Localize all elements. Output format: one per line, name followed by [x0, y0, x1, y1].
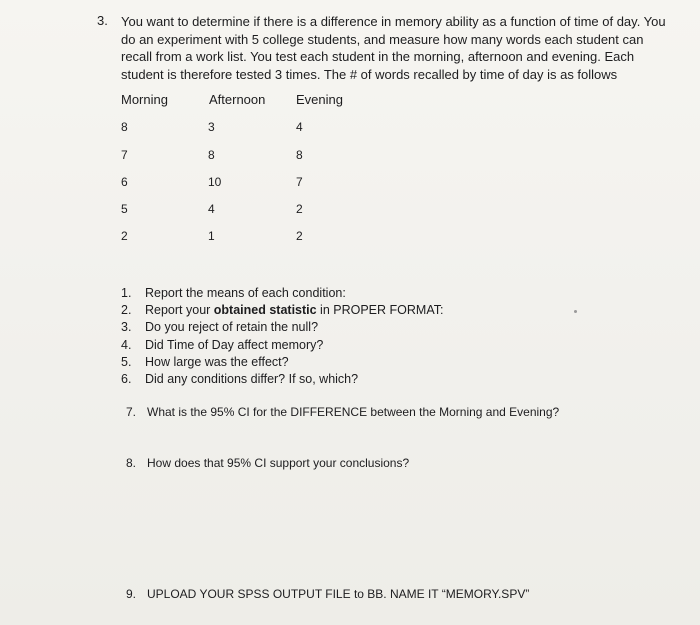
question-intro [121, 13, 666, 83]
item-number: 8. [126, 456, 137, 470]
table-cell: 7 [296, 175, 303, 189]
item-text: Do you reject of retain the null? [145, 320, 319, 335]
table-cell: 5 [121, 202, 128, 216]
table-cell: 7 [121, 148, 128, 162]
item-number: 6. [121, 372, 132, 387]
table-cell: 3 [208, 120, 215, 134]
item-number: 2. [121, 303, 132, 318]
list-item [121, 302, 443, 319]
table-cell: 8 [121, 120, 128, 134]
intro-line: do an experiment with 5 college students, and measure how many words each student can [121, 31, 644, 47]
item-text: Report the means of each condition: [145, 286, 346, 300]
list-item [121, 319, 443, 336]
intro-line: student is therefore tested 3 times. The # of words recalled by time of day is as follows [121, 66, 618, 82]
table-cell: 4 [208, 202, 215, 216]
question-number: 3. [97, 13, 108, 28]
item-text-post: in PROPER FORMAT: [316, 303, 444, 318]
table-cell: 2 [296, 202, 303, 216]
item-text: What is the 95% CI for the DIFFERENCE between the Morning and Evening? [147, 405, 560, 419]
item-number: 1. [121, 286, 132, 300]
item-text: Did Time of Day affect memory? [145, 337, 324, 352]
list-item [121, 337, 443, 354]
task-8 [126, 456, 409, 470]
item-text-bold: obtained statistic [213, 303, 317, 318]
item-number: 9. [126, 587, 137, 601]
table-cell: 10 [208, 175, 222, 189]
item-text: Did any conditions differ? If so, which? [145, 372, 359, 387]
item-number: 7. [126, 405, 137, 419]
table-cell: 4 [296, 120, 303, 134]
item-number: 5. [121, 354, 132, 369]
item-text: UPLOAD YOUR SPSS OUTPUT FILE to BB. NAME IT “MEMORY.SPV” [147, 587, 530, 601]
item-text: How large was the effect? [145, 354, 289, 369]
table-cell: 2 [121, 229, 128, 243]
item-text-pre: Report your [145, 303, 214, 318]
task-9 [126, 587, 529, 601]
item-number: 4. [121, 337, 132, 352]
column-header-evening: Evening [296, 92, 343, 107]
table-cell: 1 [208, 229, 215, 243]
speck-mark [574, 310, 577, 313]
table-cell: 8 [296, 148, 303, 162]
item-number: 3. [121, 320, 132, 335]
intro-line: recall from a work list. You test each student in the morning, afternoon and evening. Each [121, 49, 635, 64]
table-cell: 6 [121, 175, 128, 189]
list-item [121, 285, 443, 302]
table-cell: 8 [208, 148, 215, 162]
item-text: How does that 95% CI support your conclusions? [147, 456, 410, 470]
column-header-morning: Morning [121, 92, 168, 107]
task-7 [126, 405, 559, 419]
list-item [121, 371, 443, 388]
intro-line: You want to determine if there is a difference in memory ability as a function of time of day. You [121, 14, 666, 29]
list-item [121, 354, 443, 371]
task-list [121, 285, 443, 388]
table-cell: 2 [296, 229, 303, 243]
column-header-afternoon: Afternoon [209, 92, 266, 107]
